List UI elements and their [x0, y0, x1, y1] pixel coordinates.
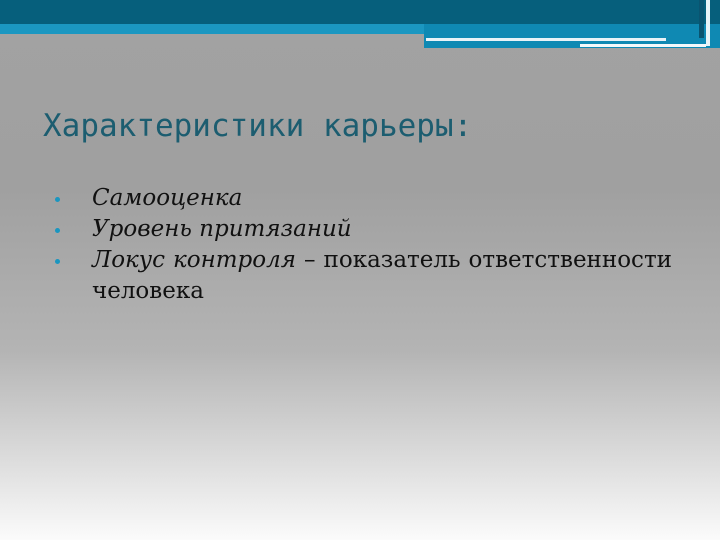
header-accent-line: [580, 44, 706, 47]
header-side-bar: [706, 0, 710, 46]
slide-title: Характеристики карьеры:: [43, 108, 473, 144]
list-item: [50, 183, 672, 214]
list-item: [50, 245, 672, 307]
header-side-bar: [699, 0, 704, 38]
list-item: [50, 214, 672, 245]
top-header-band: [0, 0, 720, 24]
header-accent-line: [426, 38, 666, 41]
bullet-text: Самооценка: [92, 185, 243, 211]
bullet-icon: [55, 259, 60, 264]
bullet-list: [50, 183, 672, 307]
bullet-text: – показатель ответственности человека: [92, 247, 672, 304]
bullet-icon: [55, 228, 60, 233]
bullet-icon: [55, 197, 60, 202]
bullet-text: Уровень притязаний: [92, 216, 352, 242]
bullet-text-italic: Локус контроля: [92, 247, 296, 273]
